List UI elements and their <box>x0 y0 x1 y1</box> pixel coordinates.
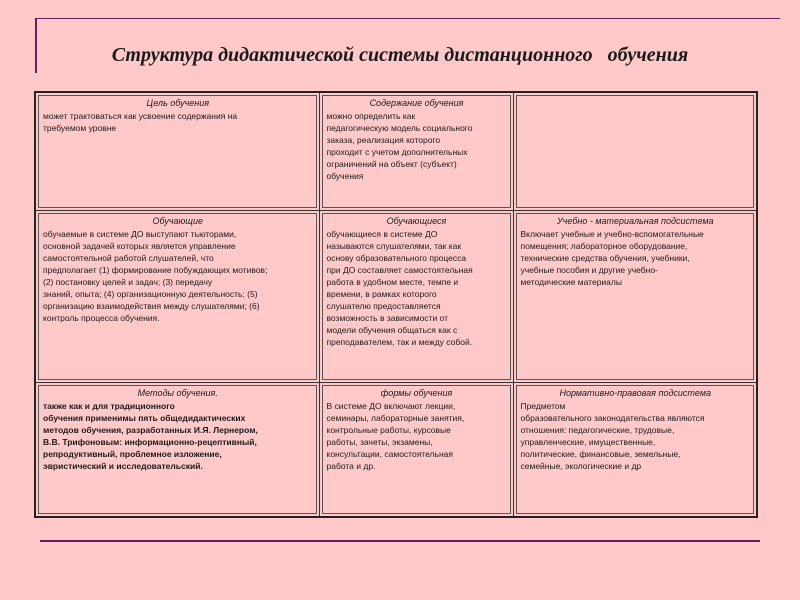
structure-table <box>34 91 758 518</box>
cell-heading: Обучающие <box>152 215 203 226</box>
decorative-top-line <box>35 18 780 19</box>
cell-heading: Нормативно-правовая подсистема <box>559 387 712 398</box>
cell-material-subsystem <box>513 210 757 382</box>
cell-legal-subsystem <box>513 382 757 517</box>
cell-heading: Содержание обучения <box>369 98 464 108</box>
cell-text: также как и для традиционного обучения применимы пять общедидактических методов обучения, разработанных И.Я. Лернером, В.В. Трифоновым: информационно-рецептивный, репродуктивный, проблемное изложение, эвристический и исследовательский. <box>43 400 258 471</box>
cell-text: можно определить как педагогическую модель социального заказа, реализация которого проходит с учетом дополнительных ограничений на объект (субъект) обучения <box>326 111 473 181</box>
cell-heading: Методы обучения. <box>137 387 218 398</box>
cell-text: В системе ДО включают лекции, семинары, лабораторные занятия, контрольные работы, курсовые работы, зачеты, экзамены, консультации, самостоятельная работа и др. <box>326 400 465 471</box>
cell-text: Включает учебные и учебно-вспомогательные помещения; лабораторное оборудование, технические средства обучения, учебники, учебные пособия и другие учебно- методические материалы <box>520 228 704 287</box>
cell-text: обучаемые в системе ДО выступают тьюторами, основной задачей которых является управление самостоятельной работой слушателей, что предполагает (1) формирование побуждающих мотивов; (2) постановку целей и задач; (3) передачу знаний, опыта; (4) организационную деятельность; (5) организацию взаимодействия между слушателями; (6) контроль процесса обучения. <box>43 228 268 323</box>
decorative-bottom-line <box>40 540 760 542</box>
cell-learners <box>319 210 513 382</box>
cell-teachers <box>35 210 319 382</box>
cell-text: может трактоваться как усвоение содержания на требуемом уровне <box>43 111 238 133</box>
page-title: Структура дидактической системы дистанционного обучения <box>111 44 689 66</box>
cell-heading: Обучающиеся <box>386 215 447 226</box>
cell-learning-forms <box>319 382 513 517</box>
table-row <box>35 92 757 210</box>
cell-text: обучающиеся в системе ДО называются слушателями, так как основу образовательного процесса при ДО составляет самостоятельная работа в удобном месте, темпе и времени, в рамках которого слушателю предоставляется возможность в зависимости от модели обучения общаться как с преподавателем, так и между собой. <box>326 228 473 347</box>
cell-heading: формы обучения <box>380 387 453 398</box>
cell-learning-content <box>319 92 513 210</box>
table-row <box>35 382 757 517</box>
cell-heading: Учебно - материальная подсистема <box>556 215 714 226</box>
cell-teaching-methods <box>35 382 319 517</box>
cell-heading: Цель обучения <box>146 98 210 108</box>
cell-learning-goal <box>35 92 319 210</box>
cell-empty <box>513 92 757 210</box>
cell-text: Предметом образовательного законодательства являются отношения: педагогические, трудовые, управленческие, имущественные, политические, финансовые, земельные, семейные, экологические и др <box>520 400 705 471</box>
table-row <box>35 210 757 382</box>
